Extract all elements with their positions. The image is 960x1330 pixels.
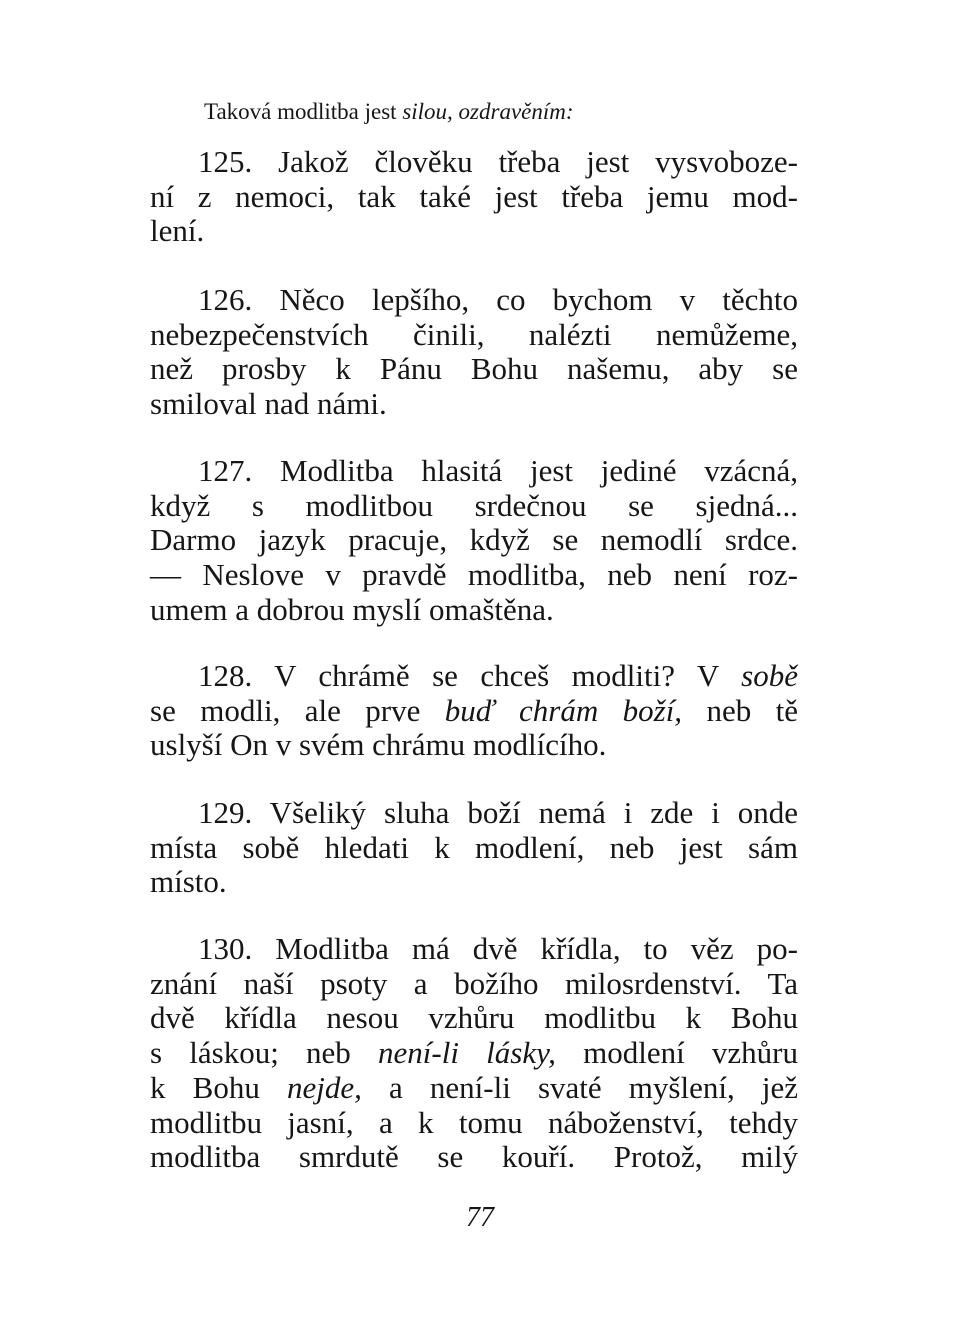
text-line: umem a dobrou myslí omaštěna. (150, 591, 554, 627)
paragraph-129 (150, 796, 798, 900)
text-span: k Bohu (150, 1069, 287, 1105)
text-line: uslyší On v svém chrámu modlícího. (150, 727, 607, 763)
text-line: dvě křídla nesou vzhůru modlitbu k Bohu (150, 1000, 798, 1036)
text-line: ní z nemoci, tak také jest třeba jemu mod- (150, 178, 798, 214)
section-heading (204, 96, 764, 128)
text-line (150, 694, 798, 729)
heading-italic-text: silou, ozdravěním: (402, 99, 574, 124)
italic-text: sobě (741, 658, 798, 693)
text-line: nebezpečenstvích činili, nalézti nemůžeme, (150, 316, 798, 352)
text-span: s láskou; neb (150, 1035, 379, 1071)
text-span: se modli, ale prve (150, 692, 445, 728)
text-line: když s modlitbou srdečnou se sjedná... (150, 487, 798, 523)
text-span: 128. V chrámě se chceš modliti? V (198, 658, 742, 693)
text-line: modlitbu jasní, a k tomu náboženství, tehdy (150, 1104, 798, 1140)
text-line (150, 1036, 798, 1071)
paragraph-127 (150, 454, 798, 628)
text-line: smiloval nad námi. (150, 386, 387, 422)
text-line: 125. Jakož člověku třeba jest vysvoboze- (198, 144, 798, 179)
text-line: — Neslove v pravdě modlitba, neb není roz- (150, 557, 798, 593)
text-line: 127. Modlitba hlasitá jest jediné vzácná, (198, 453, 798, 488)
paragraph-126 (150, 283, 798, 422)
text-line: 126. Něco lepšího, co bychom v těchto (198, 282, 798, 317)
page-number: 77 (466, 1202, 494, 1233)
italic-text: není-li lásky, (378, 1035, 556, 1071)
text-line: místo. (150, 864, 227, 900)
heading-text: Taková modlitba jest (204, 99, 403, 124)
text-line: modlitba smrdutě se kouří. Protož, milý (150, 1139, 798, 1175)
text-line: než prosby k Pánu Bohu našemu, aby se (150, 351, 798, 387)
text-span: modlení vzhůru (555, 1035, 798, 1071)
text-span: a není-li svaté myšlení, jež (361, 1069, 798, 1105)
text-line: 130. Modlitba má dvě křídla, to věz po- (198, 931, 798, 966)
paragraph-128 (150, 659, 798, 763)
text-line (150, 659, 798, 694)
text-line: znání naší psoty a božího milosrdenství. Ta (150, 965, 798, 1001)
text-line: lení. (150, 213, 205, 249)
paragraph-130 (150, 932, 798, 1175)
text-span: neb tě (682, 692, 798, 728)
text-line: místa sobě hledati k modlení, neb jest sám (150, 829, 798, 865)
text-line (150, 1071, 798, 1106)
paragraph-125 (150, 145, 798, 249)
text-line: 129. Všeliký sluha boží nemá i zde i onde (198, 795, 798, 830)
italic-text: nejde, (286, 1069, 362, 1105)
italic-text: buď chrám boží, (444, 692, 683, 728)
text-line: Darmo jazyk pracuje, když se nemodlí srdce. (150, 522, 798, 558)
